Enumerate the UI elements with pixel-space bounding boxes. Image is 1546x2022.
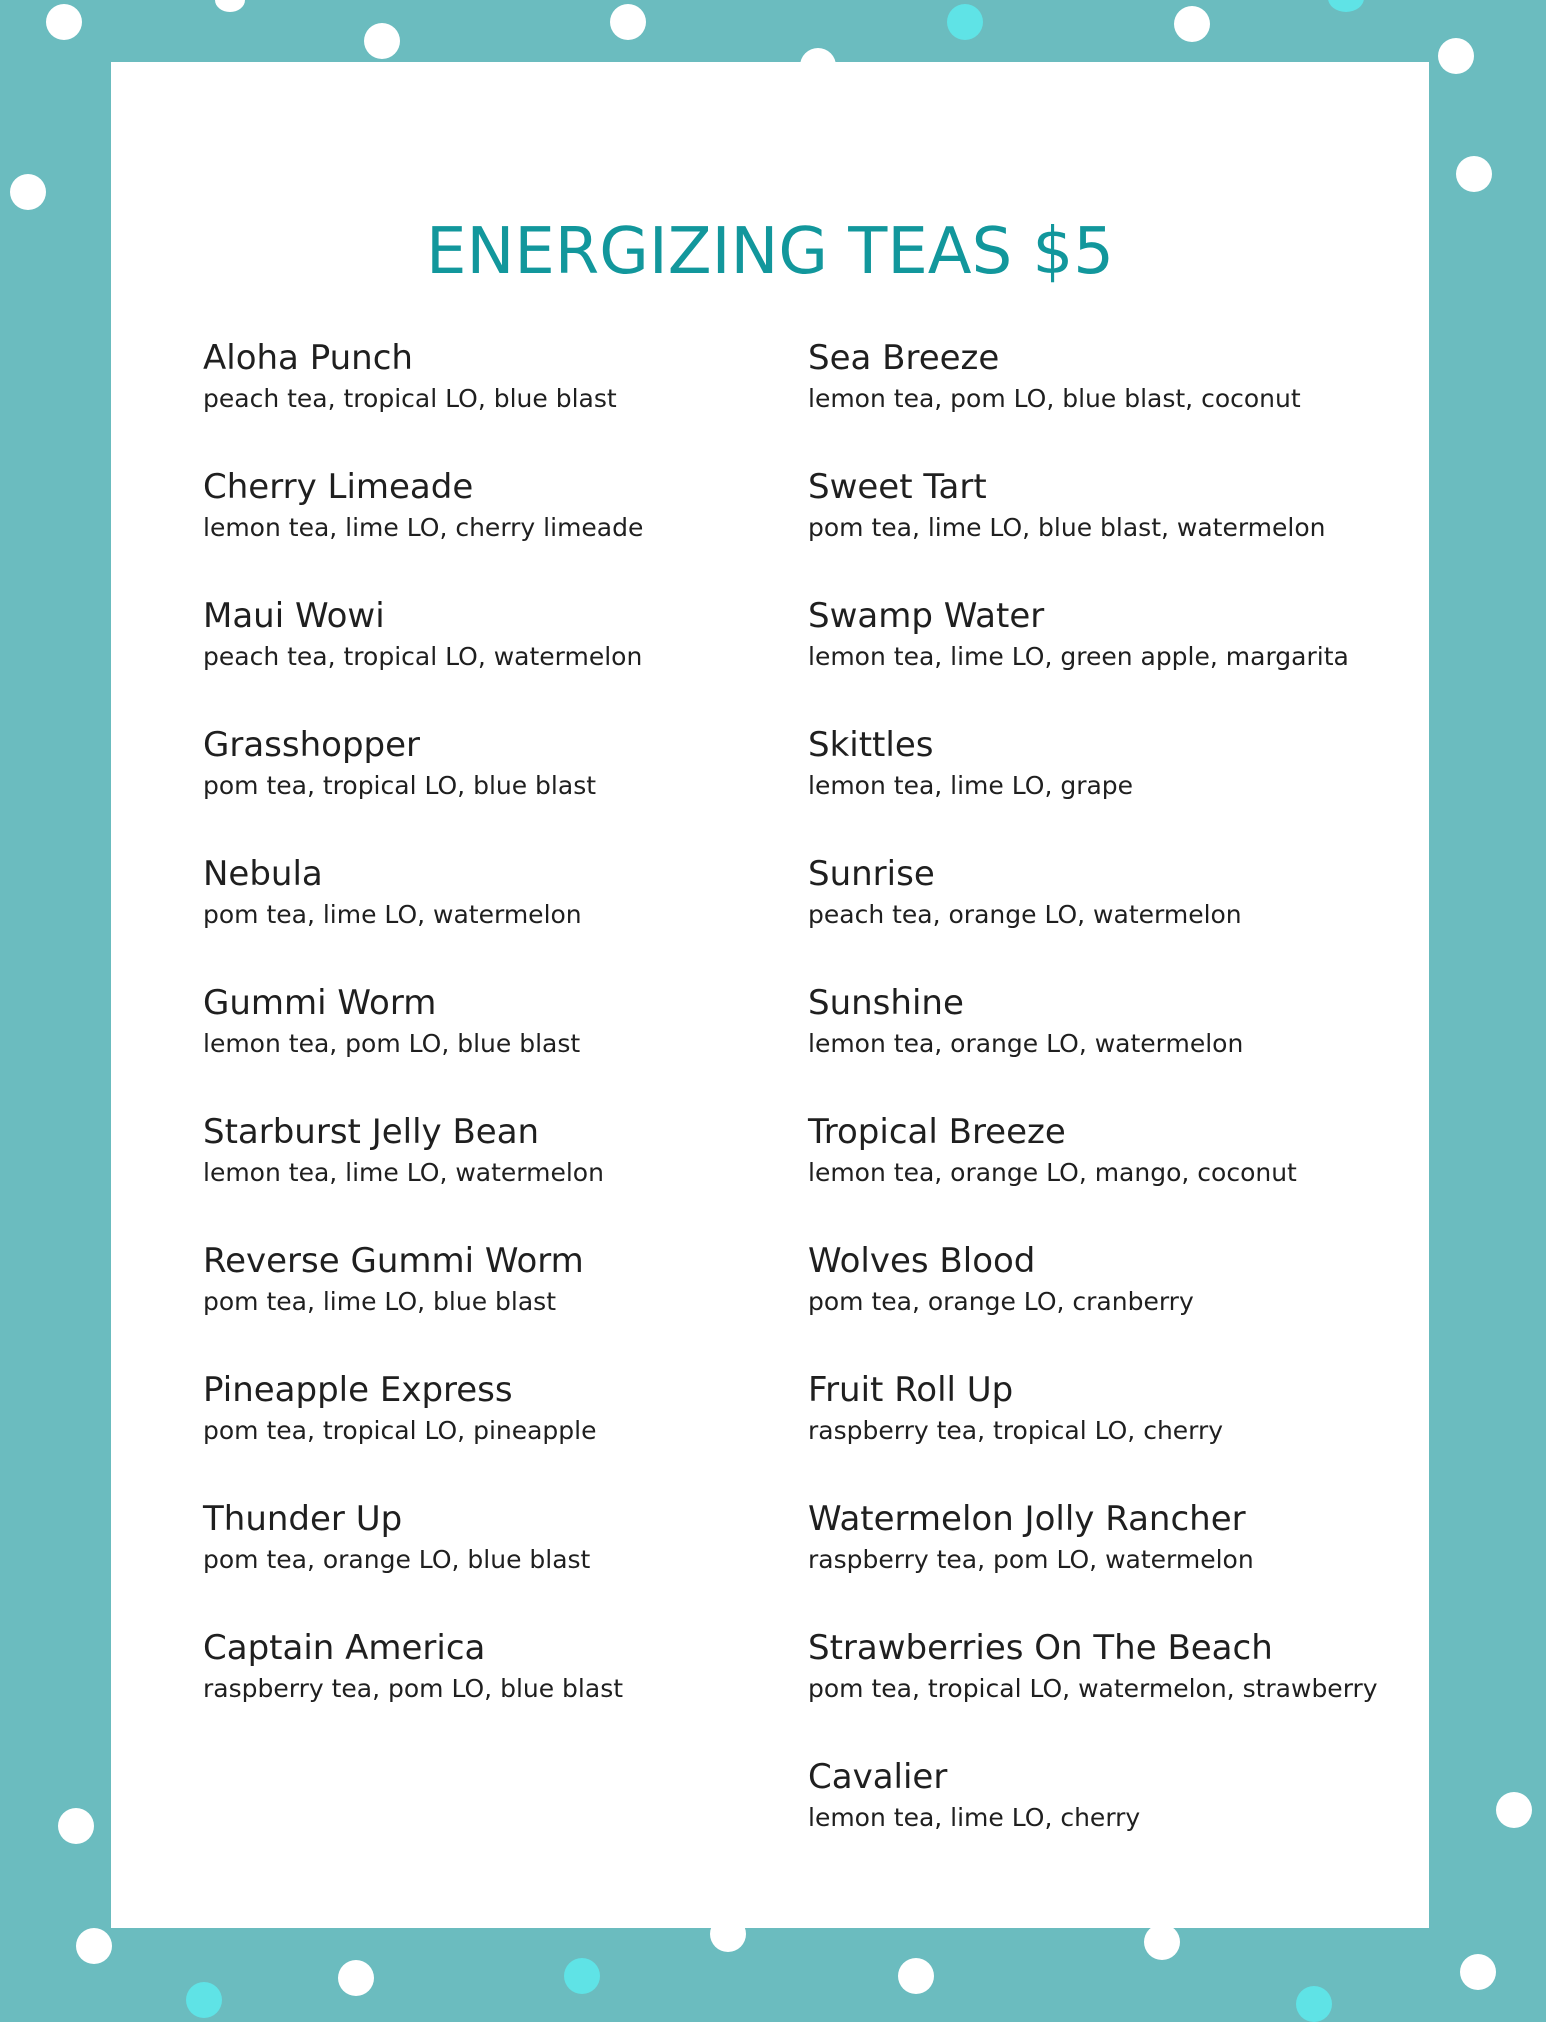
polka-dot <box>1296 1986 1332 2022</box>
item-name: Strawberries On The Beach <box>808 1628 1273 1668</box>
polka-dot <box>46 4 82 40</box>
item-name: Captain America <box>203 1628 486 1668</box>
item-name: Skittles <box>808 725 934 765</box>
menu-item <box>203 335 763 464</box>
item-name: Sunshine <box>808 983 964 1023</box>
item-name: Sea Breeze <box>808 338 1000 378</box>
item-name: Wolves Blood <box>808 1241 1036 1281</box>
item-name: Pineapple Express <box>203 1370 513 1410</box>
item-name: Sunrise <box>808 854 935 894</box>
menu-item <box>203 1109 763 1238</box>
polka-dot <box>1456 156 1492 192</box>
menu-item <box>808 1238 1398 1367</box>
menu-item <box>203 1238 763 1367</box>
item-ingredients: lemon tea, orange LO, mango, coconut <box>808 1158 1297 1187</box>
item-ingredients: raspberry tea, pom LO, watermelon <box>808 1545 1254 1574</box>
polka-dot <box>215 0 245 12</box>
menu-item <box>203 980 763 1109</box>
item-name: Sweet Tart <box>808 467 987 507</box>
menu-column-right <box>808 335 1398 1883</box>
item-ingredients: pom tea, tropical LO, blue blast <box>203 771 597 800</box>
item-ingredients: raspberry tea, pom LO, blue blast <box>203 1674 624 1703</box>
item-ingredients: pom tea, tropical LO, watermelon, strawberry <box>808 1674 1378 1703</box>
item-ingredients: lemon tea, lime LO, green apple, margarita <box>808 642 1349 671</box>
item-name: Nebula <box>203 854 323 894</box>
item-ingredients: pom tea, lime LO, watermelon <box>203 900 582 929</box>
item-name: Fruit Roll Up <box>808 1370 1014 1410</box>
item-name: Cavalier <box>808 1757 948 1797</box>
polka-dot <box>364 23 400 59</box>
menu-item <box>203 464 763 593</box>
menu-item <box>203 1367 763 1496</box>
polka-dot <box>58 1808 94 1844</box>
item-ingredients: lemon tea, lime LO, watermelon <box>203 1158 604 1187</box>
item-name: Starburst Jelly Bean <box>203 1112 540 1152</box>
polka-dot <box>564 1958 600 1994</box>
item-name: Grasshopper <box>203 725 420 765</box>
item-ingredients: peach tea, tropical LO, blue blast <box>203 384 617 413</box>
item-ingredients: raspberry tea, tropical LO, cherry <box>808 1416 1224 1445</box>
menu-item <box>203 1496 763 1625</box>
polka-dot <box>1144 1924 1180 1960</box>
menu-item <box>203 593 763 722</box>
item-name: Swamp Water <box>808 596 1045 636</box>
polka-dot <box>898 1958 934 1994</box>
polka-dot <box>1496 1792 1532 1828</box>
menu-item <box>808 593 1398 722</box>
polka-dot <box>610 4 646 40</box>
menu-item <box>808 1367 1398 1496</box>
item-name: Reverse Gummi Worm <box>203 1241 584 1281</box>
menu-item <box>808 335 1398 464</box>
menu-item <box>808 1496 1398 1625</box>
menu-item <box>808 722 1398 851</box>
item-ingredients: pom tea, lime LO, blue blast <box>203 1287 556 1316</box>
item-name: Watermelon Jolly Rancher <box>808 1499 1246 1539</box>
item-ingredients: peach tea, orange LO, watermelon <box>808 900 1242 929</box>
polka-dot <box>1328 0 1364 12</box>
menu-card <box>111 62 1429 1928</box>
menu-item <box>203 851 763 980</box>
menu-item <box>203 1625 763 1754</box>
menu-title: ENERGIZING TEAS $5 <box>426 215 1114 289</box>
menu-item <box>808 1754 1398 1883</box>
item-ingredients: lemon tea, lime LO, cherry limeade <box>203 513 644 542</box>
polka-dot <box>1438 38 1474 74</box>
item-ingredients: pom tea, lime LO, blue blast, watermelon <box>808 513 1326 542</box>
polka-dot <box>186 1982 222 2018</box>
polka-dot <box>947 4 983 40</box>
polka-dot <box>76 1928 112 1964</box>
polka-dot <box>1174 6 1210 42</box>
polka-dot <box>338 1960 374 1996</box>
menu-item <box>808 1109 1398 1238</box>
item-ingredients: pom tea, tropical LO, pineapple <box>203 1416 597 1445</box>
menu-item <box>808 851 1398 980</box>
item-ingredients: pom tea, orange LO, blue blast <box>203 1545 591 1574</box>
item-name: Aloha Punch <box>203 338 413 378</box>
item-name: Cherry Limeade <box>203 467 474 507</box>
item-ingredients: lemon tea, lime LO, cherry <box>808 1803 1141 1832</box>
item-name: Thunder Up <box>203 1499 403 1539</box>
item-ingredients: pom tea, orange LO, cranberry <box>808 1287 1194 1316</box>
menu-item <box>808 464 1398 593</box>
item-ingredients: lemon tea, pom LO, blue blast <box>203 1029 581 1058</box>
item-ingredients: peach tea, tropical LO, watermelon <box>203 642 643 671</box>
menu-item <box>808 980 1398 1109</box>
item-ingredients: lemon tea, lime LO, grape <box>808 771 1134 800</box>
item-name: Maui Wowi <box>203 596 385 636</box>
item-ingredients: lemon tea, pom LO, blue blast, coconut <box>808 384 1301 413</box>
item-name: Tropical Breeze <box>808 1112 1066 1152</box>
item-name: Gummi Worm <box>203 983 437 1023</box>
menu-item <box>203 722 763 851</box>
polka-dot <box>10 174 46 210</box>
polka-dot <box>1460 1954 1496 1990</box>
menu-column-left <box>203 335 763 1754</box>
menu-item <box>808 1625 1398 1754</box>
item-ingredients: lemon tea, orange LO, watermelon <box>808 1029 1244 1058</box>
